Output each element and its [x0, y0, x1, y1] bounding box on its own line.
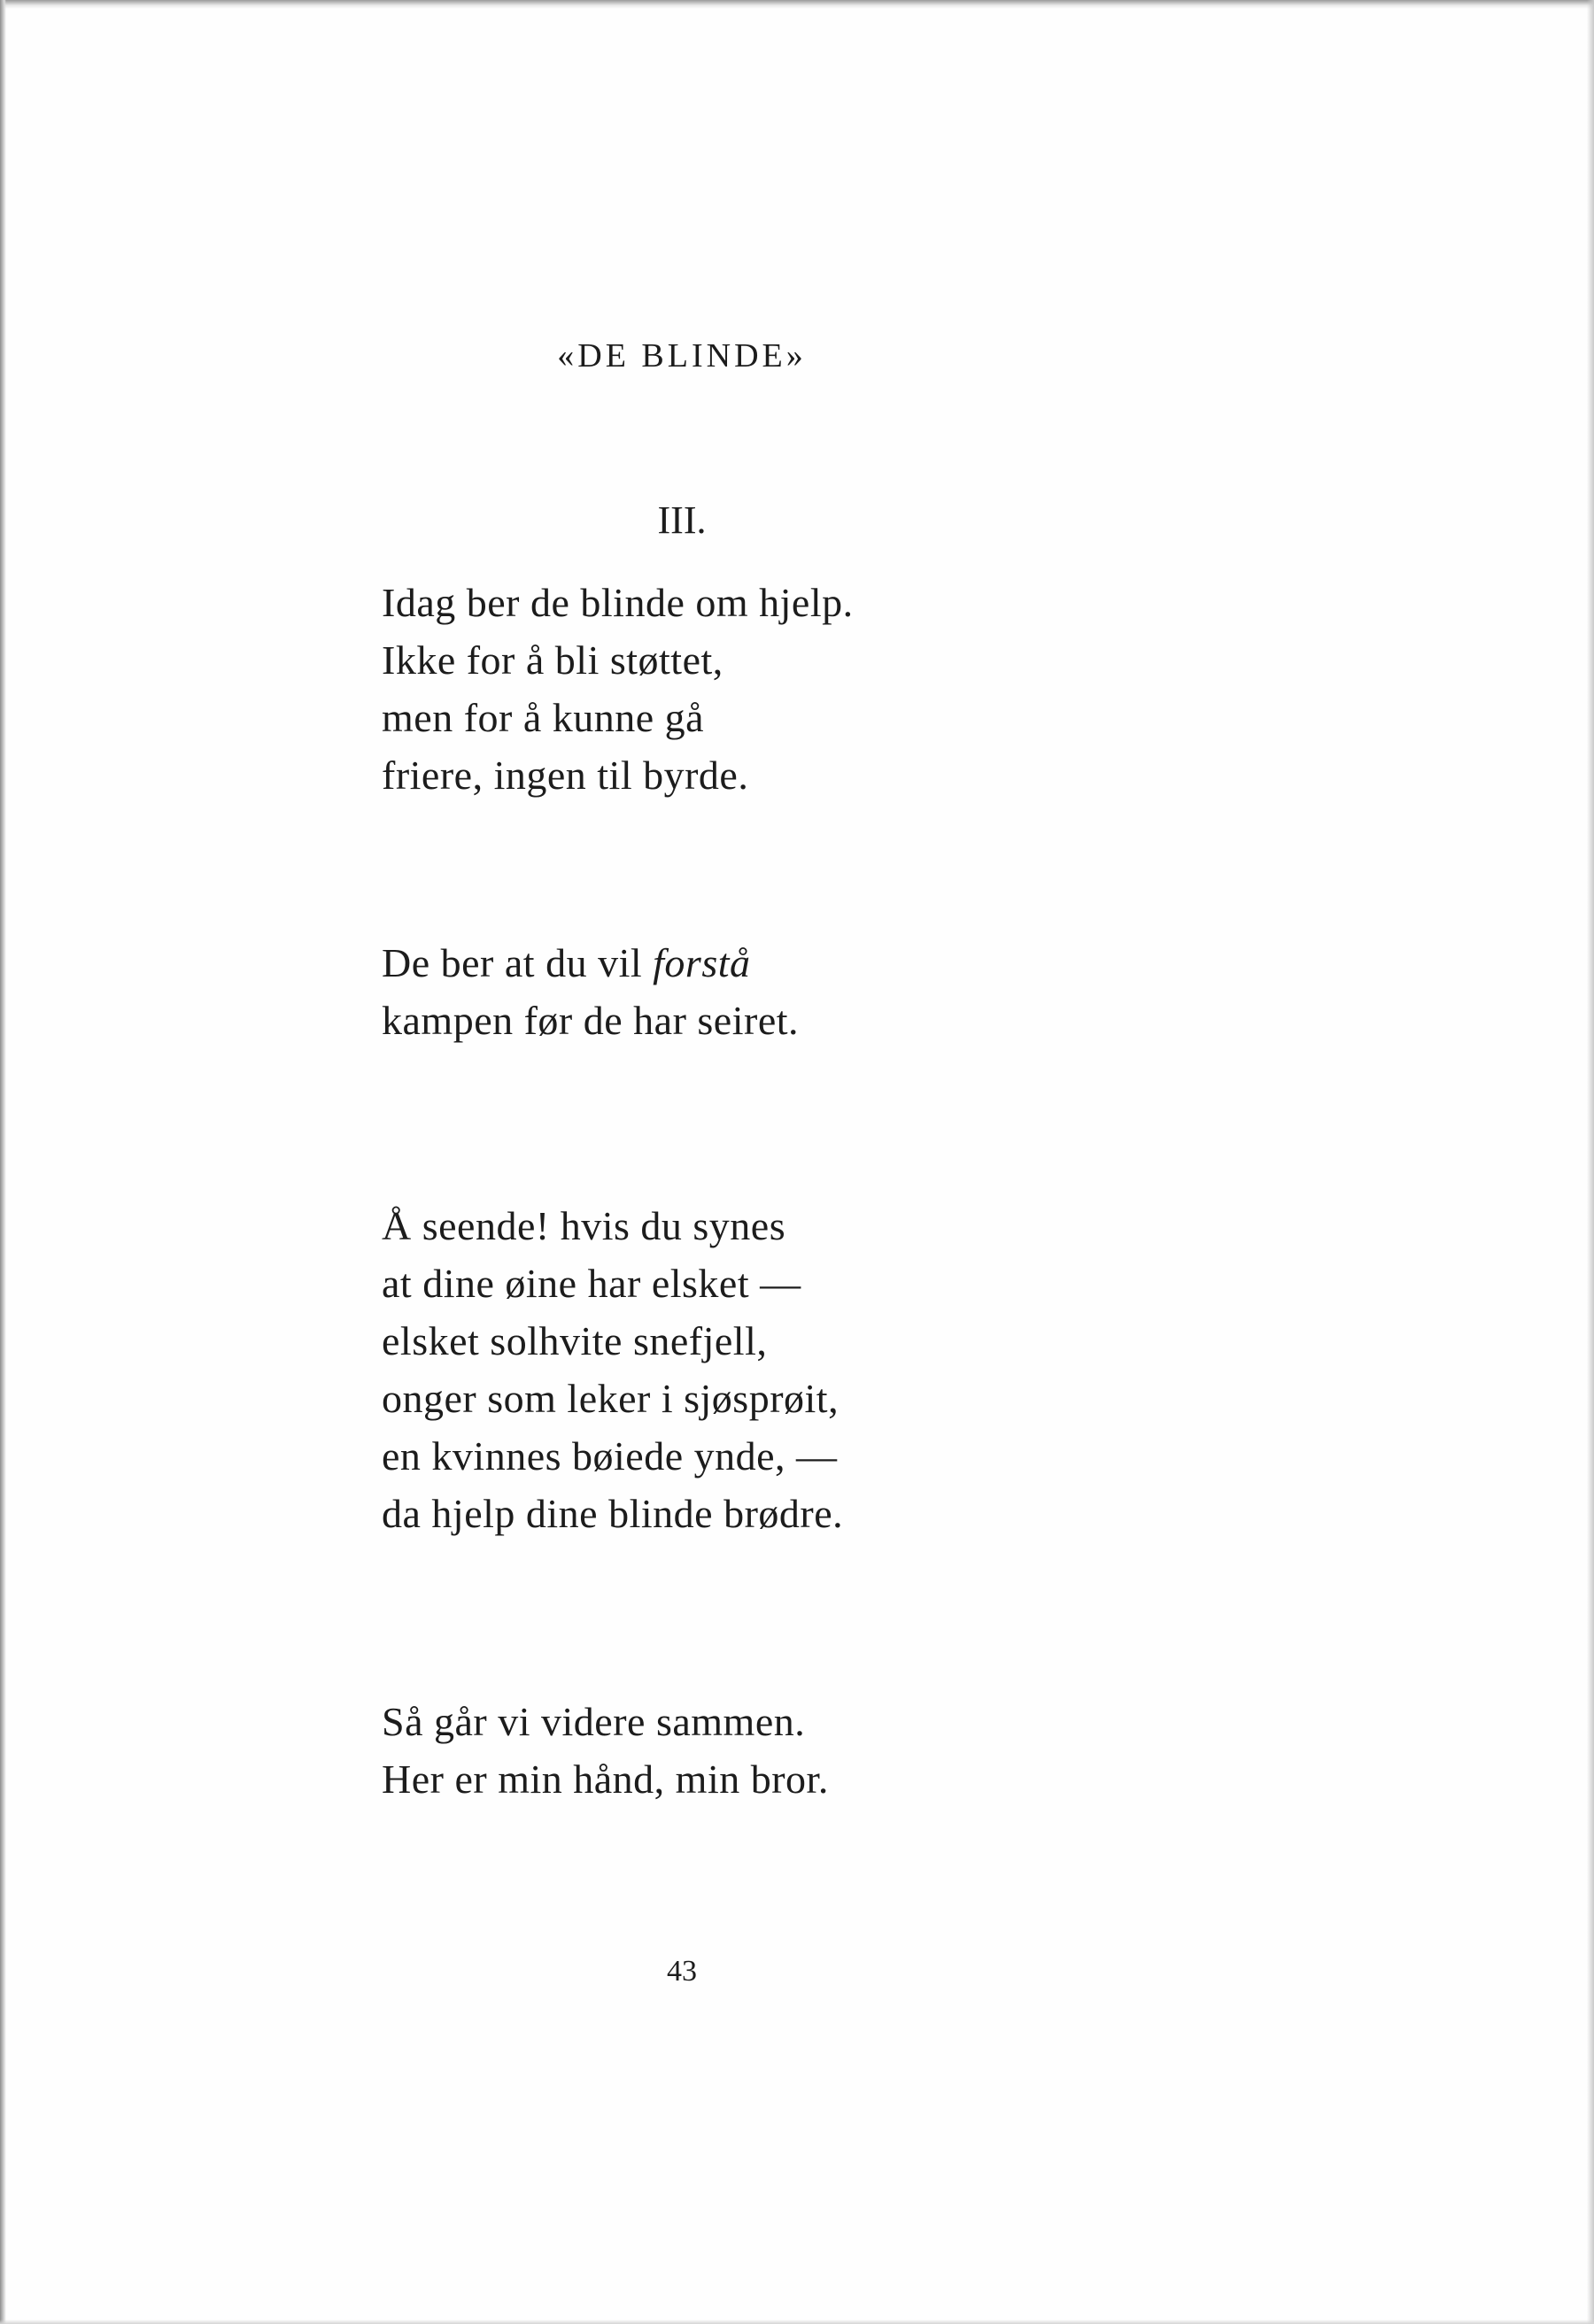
verse-line: men for å kunne gå — [382, 695, 705, 740]
verse-line: Her er min hånd, min bror. — [382, 1757, 829, 1802]
verse-line: Ikke for å bli støttet, — [382, 637, 723, 683]
verse-line: kampen før de har seiret. — [382, 998, 800, 1043]
stanza-3 — [382, 1197, 843, 1542]
stanza-4 — [382, 1693, 829, 1808]
poem-title: «DE BLINDE» — [557, 337, 807, 374]
verse-line: da hjelp dine blinde brødre. — [382, 1491, 844, 1536]
scan-edge-top — [0, 0, 1594, 9]
scan-edge-bottom — [0, 2320, 1594, 2324]
scan-edge-right — [1587, 0, 1594, 2324]
verse-line — [382, 934, 799, 992]
verse-line: at dine øine har elsket — — [382, 1261, 801, 1306]
page-number: 43 — [667, 1955, 697, 1988]
italic-word: forstå — [653, 940, 751, 985]
stanza-2 — [382, 934, 799, 1049]
stanza-1 — [382, 574, 854, 804]
verse-line: friere, ingen til byrde. — [382, 753, 749, 798]
verse-line: Idag ber de blinde om hjelp. — [382, 580, 854, 625]
verse-line: en kvinnes bøiede ynde, — — [382, 1433, 838, 1479]
verse-line: onger som leker i sjøsprøit, — [382, 1376, 840, 1421]
verse-line: elsket solhvite snefjell, — [382, 1318, 768, 1363]
verse-text: De ber at du vil — [382, 940, 654, 985]
section-number: III. — [657, 498, 707, 542]
verse-line: Å seende! hvis du synes — [382, 1203, 786, 1248]
verse-line: Så går vi videre sammen. — [382, 1699, 806, 1744]
